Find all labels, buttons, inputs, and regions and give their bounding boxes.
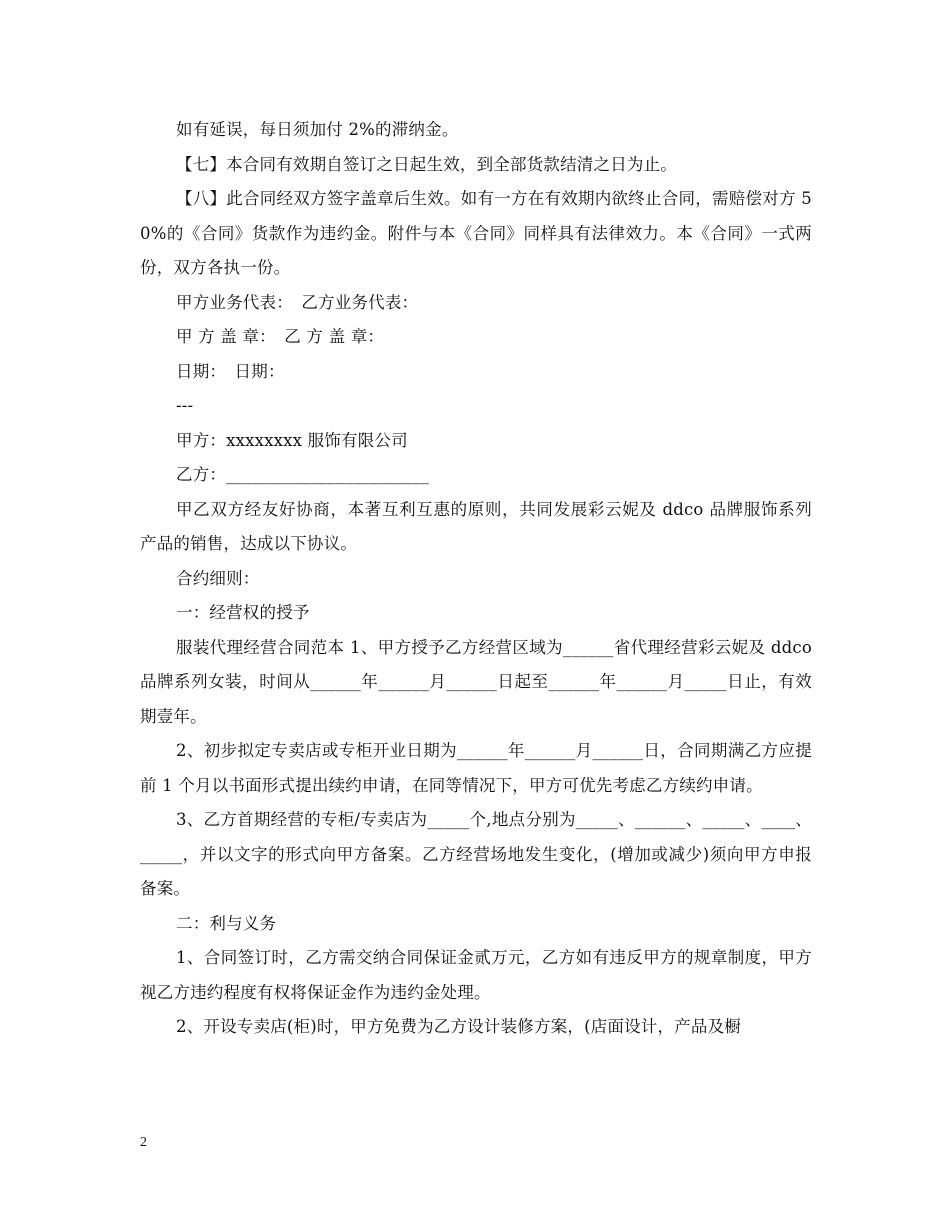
paragraph-obligation-2: 2、开设专卖店(柜)时，甲方免费为乙方设计装修方案，(店面设计，产品及橱 bbox=[176, 1017, 742, 1036]
paragraph-grant-1: 服装代理经营合同范本 1、甲方授予乙方经营区域为______省代理经营彩云妮及 ddco 品牌系列女装，时间从______年______月______日起至______年______月_____日止，有效期壹年。 bbox=[140, 637, 812, 726]
contract-body bbox=[140, 113, 812, 1045]
party-a-b-seal-line: 甲 方 盖 章： 乙 方 盖 章： bbox=[176, 327, 385, 346]
paragraph-grant-2: 2、初步拟定专卖店或专柜开业日期为______年______月______日，合同期满乙方应提前 1 个月以书面形式提出续约申请，在同等情况下，甲方可优先考虑乙方续约申请。 bbox=[140, 741, 812, 795]
paragraph-grant-3: 3、乙方首期经营的专柜/专卖店为_____个,地点分别为_____、______、_____、____、_____，并以文字的形式向甲方备案。乙方经营场地发生变化，(增加或减少)须向甲方申报备案。 bbox=[140, 810, 812, 898]
section-heading-details: 合约细则： bbox=[176, 568, 260, 588]
separator-line: --- bbox=[176, 396, 194, 415]
paragraph-clause-8: 【八】此合同经双方签字盖章后生效。如有一方在有效期内欲终止合同，需赔偿对方 50%的《合同》货款作为违约金。附件与本《合同》同样具有法律效力。本《合同》一式两份，双方各执一份。 bbox=[140, 189, 812, 277]
paragraph-late-fee: 如有延误，每日须加付 2%的滞纳金。 bbox=[176, 120, 459, 139]
agreement-intro: 甲乙双方经友好协商，本著互利互惠的原则，共同发展彩云妮及 ddco 品牌服饰系列产品的销售，达成以下协议。 bbox=[140, 499, 812, 553]
page-number: 2 bbox=[140, 1135, 147, 1150]
party-a-name: 甲方：xxxxxxxx 服饰有限公司 bbox=[176, 430, 408, 450]
section-heading-obligations: 二：利与义务 bbox=[176, 913, 277, 933]
date-line: 日期： 日期： bbox=[176, 361, 285, 381]
party-a-b-representative-line: 甲方业务代表： 乙方业务代表： bbox=[176, 292, 419, 312]
section-heading-grant: 一：经营权的授予 bbox=[176, 603, 310, 622]
paragraph-clause-7: 【七】本合同有效期自签订之日起生效，到全部货款结清之日为止。 bbox=[176, 154, 677, 174]
paragraph-obligation-1: 1、合同签订时，乙方需交纳合同保证金贰万元，乙方如有违反甲方的规章制度，甲方视乙方违约程度有权将保证金作为违约金处理。 bbox=[140, 948, 812, 1002]
party-b-name: 乙方：________________________ bbox=[176, 465, 429, 484]
